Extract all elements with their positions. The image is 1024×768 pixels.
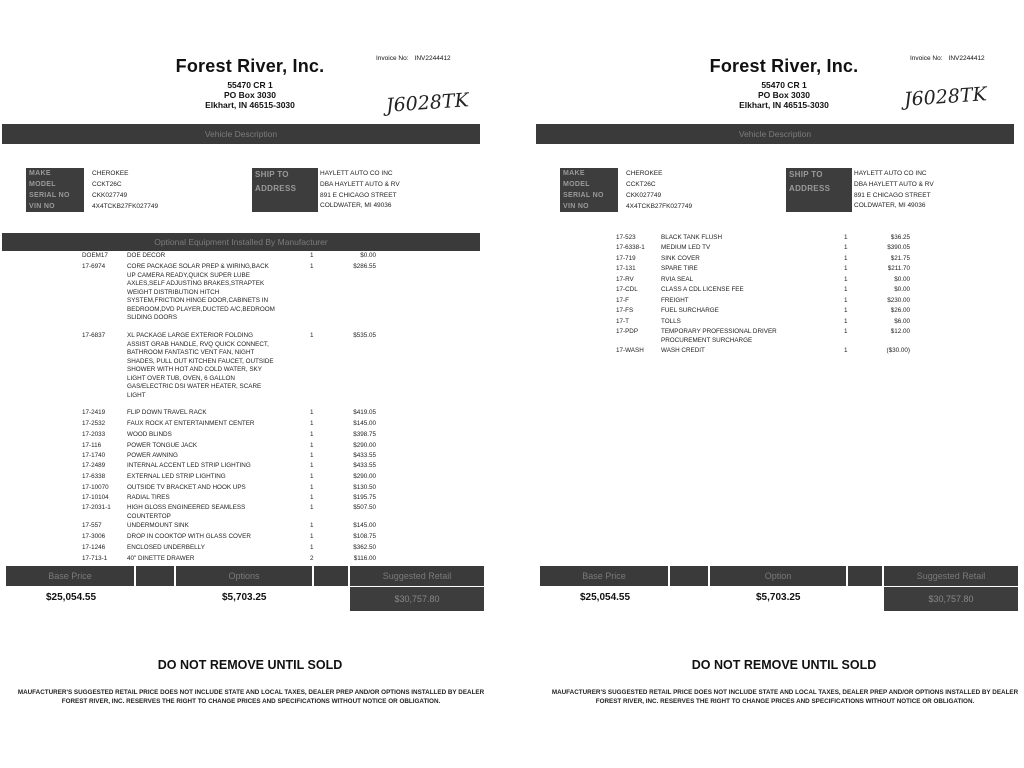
option-description: FLIP DOWN TRAVEL RACK [127,409,207,416]
serial-label: SERIAL NO [26,190,84,201]
option-quantity: 1 [310,252,314,259]
option-description: WASH CREDIT [661,347,705,354]
option-code: 17-523 [616,234,636,241]
option-description: FREIGHT [661,297,689,304]
option-quantity: 1 [844,347,848,354]
serial-value: CKK027749 [92,192,128,199]
option-quantity: 1 [310,420,314,427]
option-description: WOOD BLINDS [127,431,172,438]
option-description: INTERNAL ACCENT LED STRIP LIGHTING [127,462,251,469]
handwritten-stock-number: J6028TK [385,89,470,117]
option-quantity: 1 [844,255,848,262]
option-quantity: 1 [844,265,848,272]
option-price: $433.55 [353,452,376,459]
option-code: 17-3006 [82,533,106,540]
option-price: $145.00 [353,522,376,529]
suggested-retail-header: Suggested Retail [916,571,986,581]
vin-label: VIN NO [26,201,84,212]
option-code: 17-FS [616,307,634,314]
make-value: CHEROKEE [92,170,129,177]
option-description: XL PACKAGE LARGE EXTERIOR FOLDING ASSIST GRAB HANDLE, RVQ QUICK CONNECT, BATHROOM FANTASTIC VENT FAN, NIGHT SHADES, PULL OUT KITCHEN FAUCET, OUTSIDE SHOWER WITH HOT AND COLD WATER, SKY LIGHT OVER TUB, OVEN, 6 GALLON GAS/ELECTRIC DSI WATER HEATER, SCARE LIGHT [127,332,274,399]
totals-header-bar [540,566,1018,586]
ship-to-line4: COLDWATER, MI 49036 [320,202,392,209]
option-price: $21.75 [890,255,910,262]
base-price-value: $25,054.55 [46,592,97,603]
option-quantity: 1 [310,522,314,529]
msrp-value: $30,757.80 [884,587,1018,611]
model-value: CCKT26C [626,181,656,188]
option-price: $6.00 [894,318,910,325]
option-price: $195.75 [353,494,376,501]
option-description: HIGH GLOSS ENGINEERED SEAMLESS COUNTERTOP [127,504,246,520]
option-code: 17-2033 [82,431,106,438]
company-address-line3: Elkhart, IN 46515-3030 [205,100,295,110]
option-description: POWER TONGUE JACK [127,442,198,449]
ship-to-line2: DBA HAYLETT AUTO & RV [854,181,934,188]
option-description: TEMPORARY PROFESSIONAL DRIVER PROCUREMENT SURCHARGE [661,328,777,344]
address-label: ADDRESS [786,182,852,212]
option-code: 17-2532 [82,420,106,427]
option-price: $26.00 [890,307,910,314]
vin-value: 4X4TCKB27FK027749 [92,203,159,210]
option-quantity: 1 [310,452,314,459]
model-label: MODEL [26,179,84,190]
option-quantity: 1 [310,263,314,270]
disclaimer-line2: FOREST RIVER, INC. RESERVES THE RIGHT TO CHANGE PRICES AND SPECIFICATIONS WITHOUT NOTICE OR OBLIGATION. [595,698,975,705]
option-price: $130.50 [353,484,376,491]
option-price: $108.75 [353,533,376,540]
suggested-retail-header: Suggested Retail [382,571,452,581]
option-description: TOLLS [661,318,681,325]
serial-value: CKK027749 [626,192,662,199]
base-price-header: Base Price [48,571,92,581]
serial-label: SERIAL NO [560,190,618,201]
option-code: 17-RV [616,276,634,283]
option-price: $535.05 [353,332,376,339]
option-description: DOE DECOR [127,252,166,259]
option-price: $0.00 [894,276,910,283]
ship-to-line1: HAYLETT AUTO CO INC [854,170,927,177]
option-description: RADIAL TIRES [127,494,170,501]
option-description: SINK COVER [661,255,700,262]
option-price: $116.00 [353,555,376,562]
option-code: 17-131 [616,265,636,272]
option-price: $211.70 [887,265,910,272]
option-quantity: 1 [844,318,848,325]
base-price-header: Base Price [582,571,626,581]
option-description: DROP IN COOKTOP WITH GLASS COVER [127,533,251,540]
option-code: 17-2031-1 [82,504,111,511]
ship-to-label: SHIP TO [252,168,318,182]
option-description: CORE PACKAGE SOLAR PREP & WIRING,BACK UP CAMERA READY,QUICK SUPER LUBE AXLES,SELF ADJUSTING BRAKES,STRAPTEK WEIGHT DISTRIBUTION HITCH SYSTEM,FRICTION HINGE DOOR,CABINETS IN BEDROOM,DVD PLAYER,DUCTED A/C,BEDROOM SLIDING DOORS [127,263,275,321]
option-quantity: 1 [844,328,848,335]
option-description: FAUX ROCK AT ENTERTAINMENT CENTER [127,420,255,427]
option-code: 17-CDL [616,286,638,293]
option-quantity: 1 [310,431,314,438]
company-address-line2: PO Box 3030 [224,90,276,100]
company-address-line1: 55470 CR 1 [227,80,273,90]
option-description: CLASS A CDL LICENSE FEE [661,286,744,293]
option-quantity: 1 [310,332,314,339]
option-code: 17-557 [82,522,102,529]
option-description: UNDERMOUNT SINK [127,522,189,529]
option-code: 17-F [616,297,629,304]
option-description: 40" DINETTE DRAWER [127,555,195,562]
option-quantity: 1 [310,484,314,491]
do-not-remove-notice: DO NOT REMOVE UNTIL SOLD [691,658,877,672]
option-code: 17-T [616,318,629,325]
option-code: 17-116 [82,442,102,449]
option-description: OUTSIDE TV BRACKET AND HOOK UPS [127,484,246,491]
option-description: MEDIUM LED TV [661,244,711,251]
invoice-number [910,55,985,62]
option-price: $36.25 [890,234,910,241]
options-header: Options [228,571,260,581]
option-quantity: 1 [310,504,314,511]
company-name: Forest River, Inc. [709,56,859,76]
company-address-line3: Elkhart, IN 46515-3030 [739,100,829,110]
option-price: $507.50 [353,504,376,511]
option-price: $145.00 [353,420,376,427]
option-code: 17-6837 [82,332,106,339]
ship-to-label: SHIP TO [786,168,852,182]
option-code: 17-10070 [82,484,109,491]
option-price: $398.75 [353,431,376,438]
option-code: 17-6974 [82,263,106,270]
ship-to-line1: HAYLETT AUTO CO INC [320,170,393,177]
company-address-line2: PO Box 3030 [758,90,810,100]
ship-to-line3: 891 E CHICAGO STREET [854,192,931,199]
option-description: FUEL SURCHARGE [661,307,719,314]
option-code: 17-10104 [82,494,109,501]
option-description: SPARE TIRE [661,265,698,272]
invoice-value: INV2244412 [414,55,451,62]
option-quantity: 1 [310,409,314,416]
option-price: $419.05 [353,409,376,416]
option-price: $286.55 [353,263,376,270]
option-code: DOEM17 [82,252,108,259]
disclaimer-line1: MAUFACTURER'S SUGGESTED RETAIL PRICE DOES NOT INCLUDE STATE AND LOCAL TAXES, DEALER PREP AND/OR OPTIONS INSTALLED BY DEALER [17,689,485,696]
make-value: CHEROKEE [626,170,663,177]
option-quantity: 1 [844,297,848,304]
invoice-label: Invoice No: [910,55,943,62]
divider [312,566,314,586]
option-quantity: 1 [310,533,314,540]
vin-label: VIN NO [560,201,618,212]
disclaimer-line1: MAUFACTURER'S SUGGESTED RETAIL PRICE DOES NOT INCLUDE STATE AND LOCAL TAXES, DEALER PREP AND/OR OPTIONS INSTALLED BY DEALER [551,689,1019,696]
divider [134,566,136,586]
ship-to-line3: 891 E CHICAGO STREET [320,192,397,199]
make-label: MAKE [560,168,618,179]
option-price: $290.00 [353,473,376,480]
model-value: CCKT26C [92,181,122,188]
option-code: 17-1246 [82,544,106,551]
option-code: 17-6338-1 [616,244,645,251]
option-price: $0.00 [894,286,910,293]
invoice-number [376,55,451,62]
option-price: ($30.00) [886,347,910,354]
ship-to-line4: COLDWATER, MI 49036 [854,202,926,209]
option-quantity: 1 [844,276,848,283]
invoice-page-2 [536,0,1019,768]
option-description: RVIA SEAL [661,276,694,283]
totals-row [540,587,1018,611]
model-label: MODEL [560,179,618,190]
option-quantity: 1 [844,286,848,293]
option-quantity: 1 [844,307,848,314]
option-price: $230.00 [887,297,910,304]
options-value: $5,703.25 [222,592,267,603]
option-code: 17-WASH [616,347,644,354]
option-description: ENCLOSED UNDERBELLY [127,544,205,551]
option-code: 17-713-1 [82,555,108,562]
vin-value: 4X4TCKB27FK027749 [626,203,693,210]
option-quantity: 2 [310,555,314,562]
option-description: POWER AWNING [127,452,178,459]
option-code: 17-2419 [82,409,106,416]
option-price: $390.05 [887,244,910,251]
option-quantity: 1 [310,473,314,480]
options-header: Option [764,571,792,581]
option-quantity: 1 [844,234,848,241]
optional-equipment-header: Optional Equipment Installed By Manufacturer [2,233,480,251]
option-price: $12.00 [890,328,910,335]
option-quantity: 1 [310,544,314,551]
option-quantity: 1 [310,462,314,469]
totals-row [6,587,484,611]
company-name: Forest River, Inc. [175,56,325,76]
option-price: $433.55 [353,462,376,469]
option-code: 17-719 [616,255,636,262]
option-quantity: 1 [310,494,314,501]
option-description: BLACK TANK FLUSH [661,234,723,241]
company-address-line1: 55470 CR 1 [761,80,807,90]
vehicle-description-header: Vehicle Description [536,124,1014,144]
msrp-value: $30,757.80 [350,587,484,611]
option-quantity: 1 [844,244,848,251]
divider [846,566,848,586]
address-label: ADDRESS [252,182,318,212]
invoice-page-1 [2,0,485,768]
do-not-remove-notice: DO NOT REMOVE UNTIL SOLD [157,658,343,672]
options-value: $5,703.25 [756,592,801,603]
make-label: MAKE [26,168,84,179]
option-price: $290.00 [353,442,376,449]
option-code: 17-6338 [82,473,106,480]
option-price: $362.50 [353,544,376,551]
option-code: 17-PDP [616,328,639,335]
option-code: 17-2489 [82,462,106,469]
option-price: $0.00 [360,252,376,259]
vehicle-description-header: Vehicle Description [2,124,480,144]
invoice-value: INV2244412 [948,55,985,62]
option-code: 17-1740 [82,452,106,459]
option-quantity: 1 [310,442,314,449]
totals-header-bar [6,566,484,586]
handwritten-stock-number: J6028TK [903,83,988,111]
divider [668,566,670,586]
base-price-value: $25,054.55 [580,592,631,603]
option-description: EXTERNAL LED STRIP LIGHTING [127,473,226,480]
disclaimer-line2: FOREST RIVER, INC. RESERVES THE RIGHT TO CHANGE PRICES AND SPECIFICATIONS WITHOUT NOTICE OR OBLIGATION. [61,698,441,705]
invoice-label: Invoice No: [376,55,409,62]
ship-to-line2: DBA HAYLETT AUTO & RV [320,181,400,188]
